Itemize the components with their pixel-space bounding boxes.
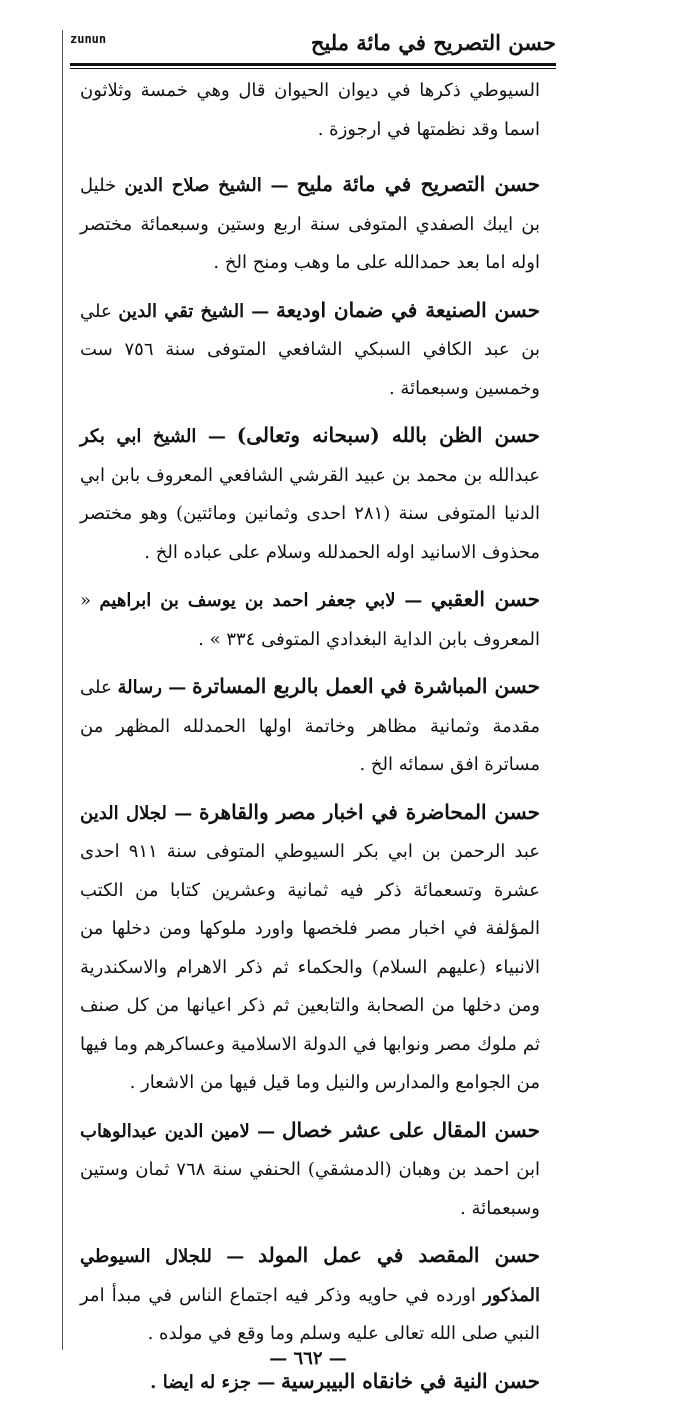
entry-body: عبدالله بن محمد بن عبيد القرشي الشافعي المعروف بابن ابي الدنيا المتوفى سنة (٢٨١ احدى وثمانين ومائتين) وهو مختصر محذوف الاسانيد اوله الحمدلله وسلام على عباده الخ .	[80, 464, 540, 563]
entry-attribution: — رسالة	[117, 677, 187, 698]
entry-continuation	[80, 72, 540, 149]
binding-margin-line	[62, 30, 63, 1350]
entry-body: ابن احمد بن وهبان (الدمشقي) الحنفي سنة ٧٦٨ ثمان وستين وسبعمائة .	[80, 1159, 540, 1219]
entry-husn-al-zann	[80, 416, 540, 572]
entry-body: على مقدمة وثمانية مظاهر وخاتمة اولها الحمدلله المظهر من مساترة افق سمائه الخ .	[80, 677, 540, 775]
entry-title: حسن الظن بالله (سبحانه وتعالى)	[236, 423, 540, 447]
entry-attribution: — الشيخ تقي الدين	[118, 300, 270, 322]
entry-attribution: — لامين الدين عبدالوهاب	[80, 1120, 276, 1142]
running-head: حسن التصريح في مائة مليح	[310, 30, 556, 55]
entry-husn-al-mubashara	[80, 667, 540, 785]
entry-husn-al-maqsad	[80, 1236, 540, 1354]
header-rule-thick	[70, 63, 556, 66]
entries-column	[80, 72, 540, 1410]
entry-title: حسن التصريح في مائة مليح	[296, 172, 540, 196]
entry-body: « المعروف بابن الداية البغدادي المتوفى ٣٣٤ » .	[80, 590, 540, 650]
entry-title: حسن المقصد في عمل المولد	[258, 1243, 540, 1267]
entry-body: خليل بن ايبك الصفدي المتوفى سنة اربع وستين وسبعمائة مختصر اوله اما بعد حمدالله على ما وهب ومنح الخ .	[80, 175, 540, 273]
entry-title: حسن المقال على عشر خصال	[281, 1117, 540, 1142]
entry-attribution: — الشيخ صلاح الدين	[124, 175, 289, 196]
entry-husn-al-uqba	[80, 580, 540, 659]
entry-attribution: — لجلال الدين	[80, 802, 193, 824]
entry-body: عبد الرحمن بن ابي بكر السيوطي المتوفى سنة ٩١١ احدى عشرة وتسعمائة ذكر فيه ثمانية وعشرين كتابا من الكتب المؤلفة في اخبار مصر فلخصها واورد ملوكها ومن دخلها من الانبياء (عليهم السلام) والحكماء ثم ذكر الاهرام والاسكندرية ومن دخلها من الصحابة والتابعين ثم ذكر اعيانها من كل صنف ثم ملوك مصر ونوابها في الدولة الاسلامية وعساكرهم وما فيها من الجوامع والمدارس والنيل وما قيل فيها من الاشعار .	[80, 841, 540, 1093]
entry-husn-al-muhadara	[80, 793, 540, 1103]
entry-attribution: — للجلال السيوطي المذكور	[80, 1246, 540, 1306]
entry-attribution: — لابي جعفر احمد بن يوسف بن ابراهيم	[99, 590, 423, 611]
entry-husn-al-maqal	[80, 1111, 540, 1229]
entry-attribution: — جزء له ايضا .	[150, 1371, 276, 1393]
entry-husn-al-sania	[80, 291, 540, 409]
entry-title: حسن العقبي	[430, 587, 540, 611]
book-label: zunun	[70, 32, 107, 46]
entry-title: حسن النية في خانقاه البيبرسية	[281, 1368, 540, 1393]
page-header	[70, 26, 556, 64]
entry-body: السيوطي ذكرها في ديوان الحيوان قال وهي خمسة وثلاثون اسما وقد نظمتها في ارجوزة .	[80, 80, 540, 140]
entry-husn-al-tasrih	[80, 165, 540, 283]
header-rule-thin	[70, 68, 556, 69]
entry-title: حسن المباشرة في العمل بالربع المساترة	[192, 674, 540, 698]
entry-body: اورده في حاويه وذكر فيه اجتماع الناس في مبدأ امر النبي صلى الله تعالى عليه وسلم وما وقع في مولده .	[80, 1284, 540, 1344]
entry-title: حسن المحاضرة في اخبار مصر والقاهرة	[199, 799, 540, 824]
entry-attribution: — الشيخ ابي بكر	[80, 426, 226, 447]
entry-title: حسن الصنيعة في ضمان اوديعة	[275, 297, 540, 322]
entry-body: علي بن عبد الكافي السبكي الشافعي المتوفى سنة ٧٥٦ ست وخمسين وسبعمائة .	[80, 300, 541, 399]
page-number: — ٦٦٢ —	[269, 1348, 347, 1369]
